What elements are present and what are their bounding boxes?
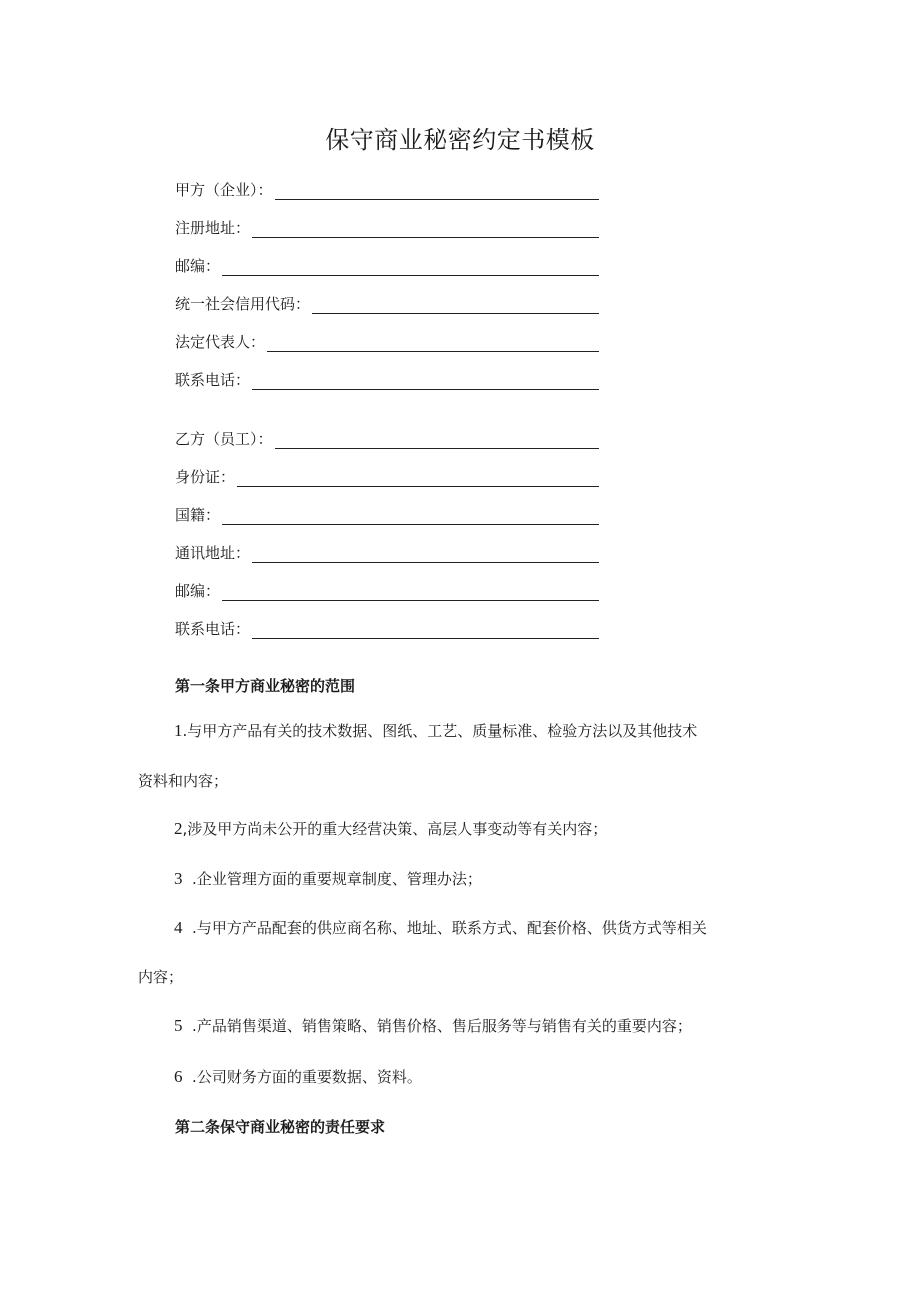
article-1-heading: 第一条甲方商业秘密的范围: [175, 677, 356, 695]
field-label: 甲方（企业）：: [175, 181, 273, 199]
item-text: .企业管理方面的重要规章制度、管理办法；: [192, 870, 482, 888]
party-a-credit-code-field: [175, 290, 599, 314]
blank-line[interactable]: [252, 622, 599, 639]
document-title: 保守商业秘密约定书模板: [325, 126, 595, 154]
party-b-id-field: [175, 463, 599, 487]
party-a-company-field: [175, 176, 599, 200]
item-number: 6: [174, 1067, 183, 1086]
blank-line[interactable]: [252, 221, 599, 238]
item-text: ,涉及甲方尚未公开的重大经营决策、高层人事变动等有关内容；: [182, 820, 608, 838]
party-b-address-field: [175, 539, 599, 563]
article-1-item-1: [174, 720, 824, 741]
party-b-postcode-field: [175, 577, 599, 601]
blank-line[interactable]: [275, 432, 599, 449]
party-b-nationality-field: [175, 501, 599, 525]
item-number: 2: [174, 819, 183, 838]
field-label: 注册地址：: [175, 219, 251, 237]
field-label: 法定代表人：: [175, 333, 266, 351]
field-label: 邮编：: [175, 257, 221, 275]
field-label: 统一社会信用代码：: [175, 295, 311, 313]
field-label: 联系电话：: [175, 371, 251, 389]
blank-line[interactable]: [252, 373, 599, 390]
field-label: 通讯地址：: [175, 544, 251, 562]
blank-line[interactable]: [222, 259, 599, 276]
field-label: 乙方（员工）：: [175, 430, 273, 448]
blank-line[interactable]: [222, 508, 599, 525]
party-a-address-field: [175, 214, 599, 238]
field-label: 联系电话：: [175, 620, 251, 638]
article-2-heading: 第二条保守商业秘密的责任要求: [175, 1118, 386, 1136]
item-text: 内容；: [138, 968, 184, 986]
article-1-item-4: [174, 917, 824, 938]
party-a-postcode-field: [175, 252, 599, 276]
party-a-phone-field: [175, 366, 599, 390]
field-label: 身份证：: [175, 468, 236, 486]
party-b-phone-field: [175, 615, 599, 639]
party-a-legal-rep-field: [175, 328, 599, 352]
item-number: 4: [174, 918, 183, 937]
item-number: 5: [174, 1016, 183, 1035]
party-b-employee-field: [175, 425, 599, 449]
blank-line[interactable]: [267, 335, 599, 352]
article-1-item-2: [174, 818, 824, 839]
article-1-item-3: [174, 868, 824, 889]
field-label: 国籍：: [175, 506, 221, 524]
article-1-item-5: [174, 1015, 824, 1036]
item-text: 资料和内容；: [138, 772, 229, 790]
blank-line[interactable]: [275, 183, 599, 200]
item-text: .与甲方产品有关的技术数据、图纸、工艺、质量标准、检验方法以及其他技术: [182, 722, 698, 740]
blank-line[interactable]: [237, 470, 599, 487]
item-number: 3: [174, 869, 183, 888]
blank-line[interactable]: [222, 584, 599, 601]
blank-line[interactable]: [252, 546, 599, 563]
article-1-item-4-continued: [138, 966, 788, 987]
blank-line[interactable]: [312, 297, 599, 314]
article-1-item-1-continued: [138, 770, 788, 791]
field-label: 邮编：: [175, 582, 221, 600]
item-text: .产品销售渠道、销售策略、销售价格、售后服务等与销售有关的重要内容；: [192, 1017, 692, 1035]
item-text: .公司财务方面的重要数据、资料。: [192, 1068, 422, 1086]
item-number: 1: [174, 721, 183, 740]
item-text: .与甲方产品配套的供应商名称、地址、联系方式、配套价格、供货方式等相关: [192, 919, 707, 937]
article-1-item-6: [174, 1066, 824, 1087]
